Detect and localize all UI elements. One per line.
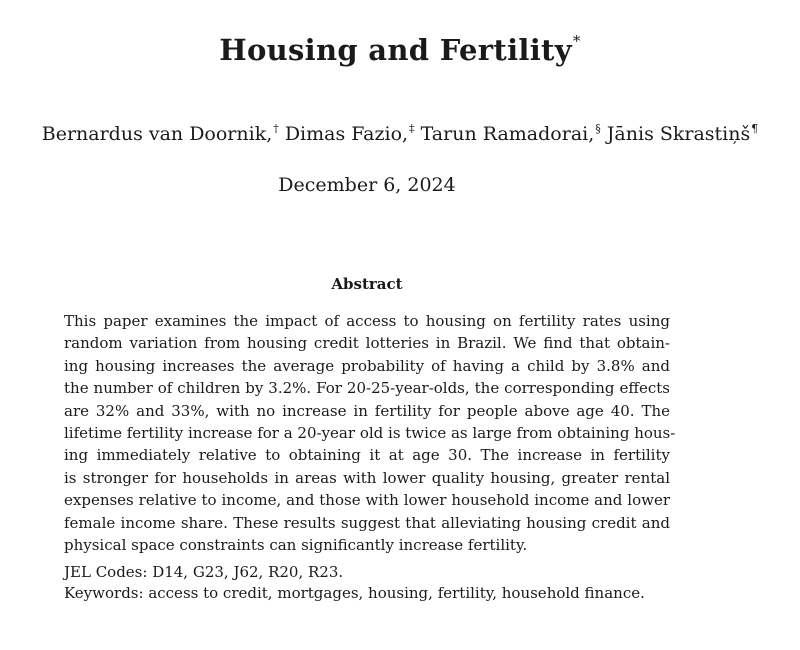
- author-list: [0, 122, 800, 145]
- abstract-line: the number of children by 3.2%. For 20-25-year-olds, the corresponding effects: [64, 379, 670, 398]
- author-name: Dimas Fazio,: [284, 123, 409, 145]
- abstract-body: [64, 310, 676, 556]
- abstract-line: This paper examines the impact of access to housing on fertility rates using: [64, 312, 670, 330]
- author-2: [285, 123, 415, 145]
- paper-title: [0, 32, 800, 67]
- author-footnote-mark: ¶: [751, 122, 759, 135]
- author-4: [607, 123, 758, 145]
- abstract-line: are 32% and 33%, with no increase in fertility for people above age 40. The: [64, 401, 670, 420]
- author-name: Tarun Ramadorai,: [420, 123, 595, 145]
- author-footnote-mark: §: [595, 122, 601, 135]
- abstract-line: lifetime fertility increase for a 20-year old is twice as large from obtaining hous-: [64, 423, 676, 442]
- abstract-line: ing housing increases the average probability of having a child by 3.8% and: [64, 356, 670, 375]
- abstract-line: physical space constraints can significantly increase fertility.: [64, 535, 528, 554]
- author-3: [421, 123, 601, 145]
- paper-date: December 6, 2024: [278, 174, 456, 196]
- author-name: Bernardus van Doornik,: [41, 123, 273, 145]
- author-footnote-mark: †: [273, 122, 279, 135]
- keywords: Keywords: access to credit, mortgages, housing, fertility, household finance.: [64, 584, 645, 602]
- paper-title-text: Housing and Fertility: [219, 33, 572, 67]
- abstract-line: female income share. These results suggest that alleviating housing credit and: [64, 513, 670, 532]
- jel-codes: JEL Codes: D14, G23, J62, R20, R23.: [64, 563, 344, 581]
- abstract-heading: Abstract: [331, 275, 403, 293]
- author-1: [42, 123, 279, 145]
- author-footnote-mark: ‡: [409, 122, 415, 135]
- abstract-line: random variation from housing credit lotteries in Brazil. We find that obtain-: [64, 334, 670, 353]
- abstract-line: is stronger for households in areas with lower quality housing, greater rental: [64, 468, 670, 487]
- title-footnote-mark: *: [572, 32, 581, 50]
- abstract-line: expenses relative to income, and those with lower household income and lower: [64, 491, 670, 510]
- author-name: Jānis Skrastiņš: [606, 123, 751, 145]
- abstract-line: ing immediately relative to obtaining it at age 30. The increase in fertility: [64, 446, 670, 465]
